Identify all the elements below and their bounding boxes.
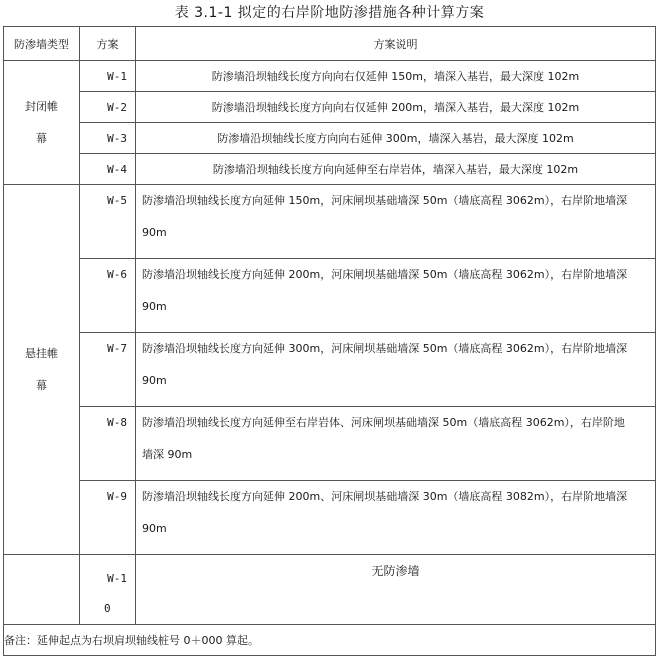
- desc-line: 90m: [142, 300, 167, 313]
- desc-line: 90m: [142, 522, 167, 535]
- code-line: 0: [104, 602, 111, 615]
- desc-line: 防渗墙沿坝轴线长度方向延伸 300m，河床闸坝基础墙深 50m（墙底高程 3062m），右岸阶地墙深: [142, 342, 628, 355]
- desc-line: 防渗墙沿坝轴线长度方向延伸 200m、河床闸坝基础墙深 30m（墙底高程 3082m），右岸阶地墙深: [142, 490, 628, 503]
- plan-desc: 防渗墙沿坝轴线长度方向向右延伸 300m，墙深入基岩，最大深度 102m: [136, 123, 656, 154]
- plan-code: W-5: [80, 185, 136, 259]
- type-closed-curtain: [4, 61, 80, 185]
- plan-desc: 防渗墙沿坝轴线长度方向向延伸至右岸岩体，墙深入基岩，最大深度 102m: [136, 154, 656, 185]
- header-desc: 方案说明: [136, 27, 656, 61]
- table-row: [4, 259, 656, 333]
- header-type: 防渗墙类型: [4, 27, 80, 61]
- type-hanging-curtain: [4, 185, 80, 555]
- plan-code: W-2: [80, 92, 136, 123]
- plan-desc: [136, 259, 656, 333]
- plan-desc: [136, 481, 656, 555]
- table-row: [4, 123, 656, 154]
- desc-line: 90m: [142, 226, 167, 239]
- plan-code: W-7: [80, 333, 136, 407]
- header-plan: 方案: [80, 27, 136, 61]
- type-label: 幕: [36, 131, 47, 145]
- type-label: 悬挂帷: [25, 346, 58, 360]
- scheme-table: [3, 26, 656, 656]
- plan-code: W-1: [80, 61, 136, 92]
- table-row: [4, 481, 656, 555]
- plan-desc: [136, 407, 656, 481]
- plan-code: W-9: [80, 481, 136, 555]
- plan-desc: [136, 185, 656, 259]
- plan-code: W-8: [80, 407, 136, 481]
- table-row: [4, 61, 656, 92]
- code-line: W-1: [107, 572, 127, 585]
- desc-line: 防渗墙沿坝轴线长度方向延伸 200m，河床闸坝基础墙深 50m（墙底高程 3062m），右岸阶地墙深: [142, 268, 628, 281]
- desc-line: 90m: [142, 374, 167, 387]
- desc-line: 墙深 90m: [142, 448, 193, 461]
- table-row: [4, 92, 656, 123]
- desc-line: 防渗墙沿坝轴线长度方向延伸 150m，河床闸坝基础墙深 50m（墙底高程 3062m），右岸阶地墙深: [142, 194, 628, 207]
- table-row: [4, 333, 656, 407]
- table-note: 备注：延伸起点为右坝肩坝轴线桩号 0＋000 算起。: [4, 625, 656, 656]
- type-label: 封闭帷: [25, 99, 58, 113]
- note-row: [4, 625, 656, 656]
- plan-desc: 防渗墙沿坝轴线长度方向向右仅延伸 150m，墙深入基岩，最大深度 102m: [136, 61, 656, 92]
- table-row: [4, 154, 656, 185]
- table-row: [4, 185, 656, 259]
- type-empty: [4, 555, 80, 625]
- table-row: [4, 407, 656, 481]
- table-title: 表 3.1-1 拟定的右岸阶地防渗措施各种计算方案: [174, 5, 485, 21]
- plan-desc: 无防渗墙: [136, 555, 656, 625]
- type-label: 幕: [36, 378, 47, 392]
- plan-code: W-4: [80, 154, 136, 185]
- desc-line: 防渗墙沿坝轴线长度方向延伸至右岸岩体、河床闸坝基础墙深 50m（墙底高程 3062m），右岸阶地: [142, 416, 625, 429]
- header-row: [4, 27, 656, 61]
- plan-desc: [136, 333, 656, 407]
- plan-desc: 防渗墙沿坝轴线长度方向向右仅延伸 200m，墙深入基岩，最大深度 102m: [136, 92, 656, 123]
- plan-code: W-3: [80, 123, 136, 154]
- plan-code: W-6: [80, 259, 136, 333]
- table-row: [4, 555, 656, 625]
- plan-code: [80, 555, 136, 625]
